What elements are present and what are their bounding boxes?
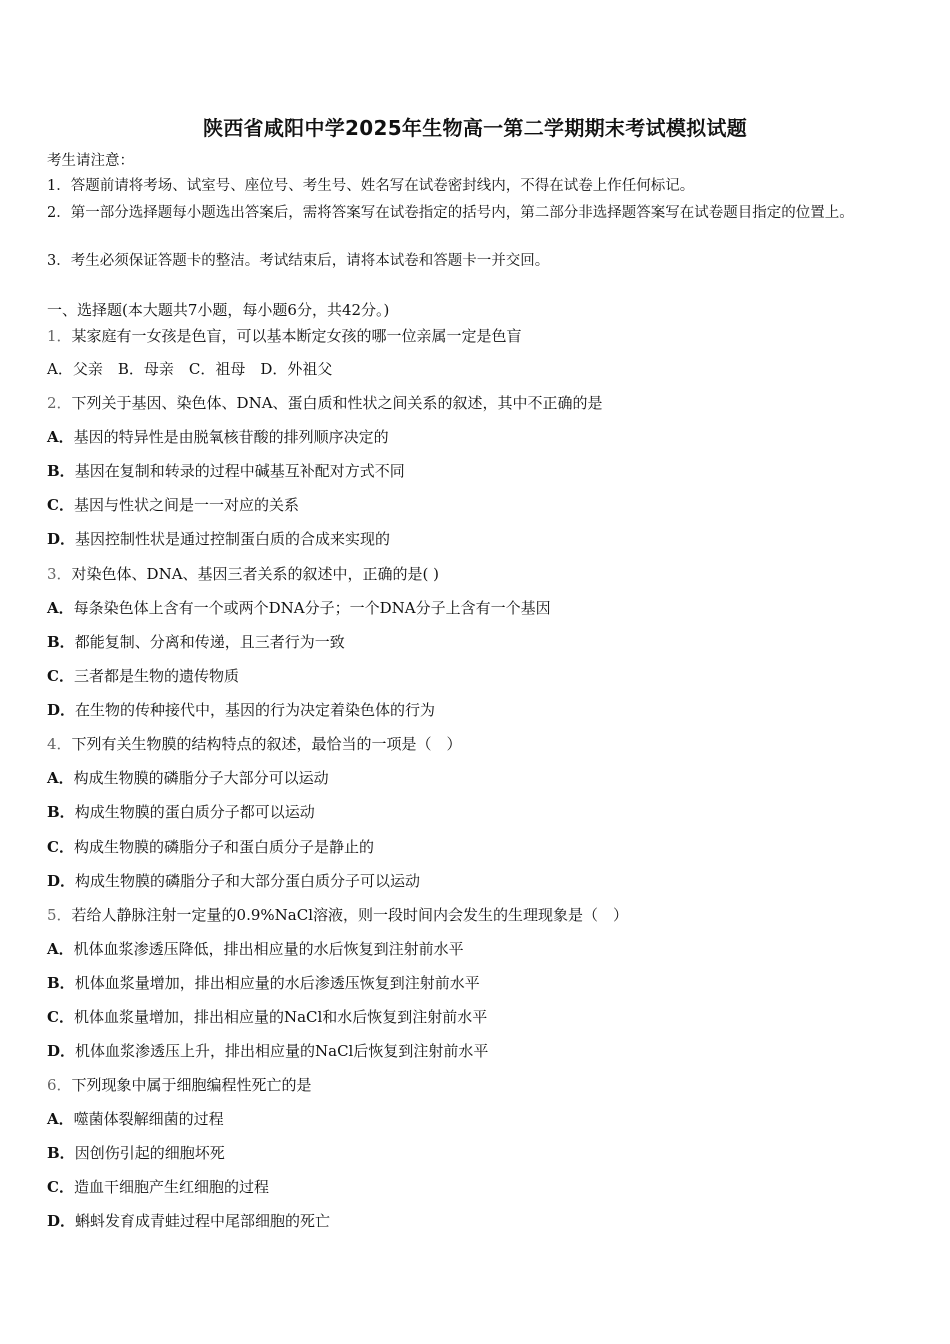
option-letter: A． <box>47 940 74 958</box>
option-b <box>47 973 907 993</box>
option-text: 基因控制性状是通过控制蛋白质的合成来实现的 <box>75 530 391 548</box>
option-letter: D． <box>47 1042 76 1060</box>
option-a <box>47 768 907 788</box>
option-text: 蝌蚪发育成青蛙过程中尾部细胞的死亡 <box>75 1212 331 1230</box>
page-title: 陕西省咸阳中学2025年生物高一第二学期期末考试模拟试题 <box>202 116 748 140</box>
option-c <box>47 1177 907 1197</box>
option-c <box>47 1007 907 1027</box>
question-stem: 下列有关生物膜的结构特点的叙述，最恰当的一项是（ ） <box>71 735 462 753</box>
notice-item: 3．考生必须保证答题卡的整洁。考试结束后，请将本试卷和答题卡一并交回。 <box>47 253 550 269</box>
option-c <box>47 666 907 686</box>
option-letter: C． <box>47 838 74 856</box>
option-letter: D． <box>47 701 76 719</box>
option-c <box>47 495 907 515</box>
question-stem: 下列关于基因、染色体、DNA、蛋白质和性状之间关系的叙述，其中不正确的是 <box>71 394 603 412</box>
question-5 <box>47 905 907 925</box>
option-text: 机体血浆渗透压降低，排出相应量的水后恢复到注射前水平 <box>73 940 464 958</box>
option-d <box>47 529 907 549</box>
option-letter: B． <box>47 803 75 821</box>
option-text: 构成生物膜的蛋白质分子都可以运动 <box>74 803 315 821</box>
option-text: 构成生物膜的磷脂分子大部分可以运动 <box>73 769 329 787</box>
notice-item: 2．第一部分选择题每小题选出答案后，需将答案写在试卷指定的括号内，第二部分非选择题答案写在试卷题目指定的位置上。 <box>47 205 854 221</box>
question-1 <box>47 326 907 346</box>
option-text: 基因的特异性是由脱氧核苷酸的排列顺序决定的 <box>73 428 389 446</box>
option-letter: B． <box>47 462 75 480</box>
option-text: 机体血浆渗透压上升，排出相应量的NaCl后恢复到注射前水平 <box>75 1042 489 1060</box>
option-letter: B． <box>47 633 75 651</box>
question-3 <box>47 564 907 584</box>
notice-heading: 考生请注意： <box>47 153 134 169</box>
option-c <box>47 837 907 857</box>
option-letter: C． <box>47 496 74 514</box>
option-text: 机体血浆量增加，排出相应量的水后渗透压恢复到注射前水平 <box>74 974 480 992</box>
option-letter: C． <box>47 1008 74 1026</box>
option-d <box>47 1041 907 1061</box>
option-text: 因创伤引起的细胞坏死 <box>74 1144 225 1162</box>
question-2 <box>47 393 907 413</box>
option-letter: B． <box>47 974 75 992</box>
question-stem: 某家庭有一女孩是色盲，可以基本断定女孩的哪一位亲属一定是色盲 <box>71 327 522 345</box>
section-heading: 一、选择题(本大题共7小题，每小题6分，共42分。) <box>47 301 390 319</box>
option-b <box>47 461 907 481</box>
question-number: 2． <box>47 394 72 412</box>
option-a <box>47 1109 907 1129</box>
option-d <box>47 871 907 891</box>
question-stem: 若给人静脉注射一定量的0.9%NaCl溶液，则一段时间内会发生的生理现象是（ ） <box>71 906 629 924</box>
option-b <box>47 632 907 652</box>
option-b <box>47 802 907 822</box>
question-stem: 下列现象中属于细胞编程性死亡的是 <box>71 1076 312 1094</box>
option-text: 基因与性状之间是一一对应的关系 <box>73 496 299 514</box>
option-text: 构成生物膜的磷脂分子和蛋白质分子是静止的 <box>73 838 374 856</box>
option-a <box>47 939 907 959</box>
question-4 <box>47 734 907 754</box>
option-a <box>47 598 907 618</box>
option-letter: A． <box>47 599 74 617</box>
question-number: 4． <box>47 735 72 753</box>
option-text: 噬菌体裂解细菌的过程 <box>73 1110 224 1128</box>
option-letter: D． <box>47 530 76 548</box>
option-text: 构成生物膜的磷脂分子和大部分蛋白质分子可以运动 <box>75 872 421 890</box>
option-text: 基因在复制和转录的过程中碱基互补配对方式不同 <box>74 462 405 480</box>
option-letter: C． <box>47 1178 74 1196</box>
option-letter: B． <box>47 1144 75 1162</box>
question-number: 5． <box>47 906 72 924</box>
option-text: 造血干细胞产生红细胞的过程 <box>73 1178 269 1196</box>
option-letter: D． <box>47 1212 76 1230</box>
option-a <box>47 427 907 447</box>
option-letter: C． <box>47 667 74 685</box>
question-6 <box>47 1075 907 1095</box>
option-letter: A． <box>47 428 74 446</box>
option-text: 都能复制、分离和传递，且三者行为一致 <box>74 633 345 651</box>
option-text: 三者都是生物的遗传物质 <box>73 667 239 685</box>
option-text: 每条染色体上含有一个或两个DNA分子；一个DNA分子上含有一个基因 <box>73 599 551 617</box>
option-d <box>47 1211 907 1231</box>
option-d <box>47 700 907 720</box>
option-text: 在生物的传种接代中，基因的行为决定着染色体的行为 <box>75 701 436 719</box>
option-text: 机体血浆量增加，排出相应量的NaCl和水后恢复到注射前水平 <box>73 1008 488 1026</box>
notice-item: 1．答题前请将考场、试室号、座位号、考生号、姓名写在试卷密封线内，不得在试卷上作任何标记。 <box>47 178 695 194</box>
option-letter: D． <box>47 872 76 890</box>
question-number: 3． <box>47 565 72 583</box>
question-number: 1． <box>47 327 72 345</box>
option-letter: A． <box>47 1110 74 1128</box>
option-letter: A． <box>47 769 74 787</box>
option-b <box>47 1143 907 1163</box>
question-stem: 对染色体、DNA、基因三者关系的叙述中，正确的是( ) <box>71 565 440 583</box>
inline-options: A．父亲 B．母亲 C．祖母 D．外祖父 <box>47 360 333 378</box>
question-number: 6． <box>47 1076 72 1094</box>
